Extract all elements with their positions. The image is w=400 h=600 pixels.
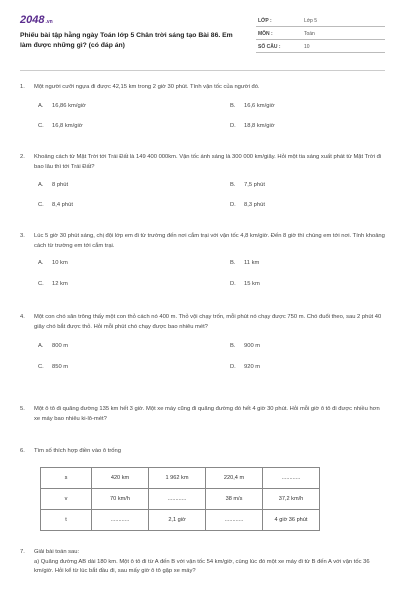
option-a[interactable]: A. 10 km xyxy=(38,260,68,266)
question-number: 5. xyxy=(20,406,25,412)
question-2 xyxy=(20,153,385,209)
table-cell: 37,2 km/h xyxy=(263,489,320,510)
meta-row-class xyxy=(256,14,385,27)
option-b[interactable]: B. 11 km xyxy=(230,260,260,266)
worksheet-title: Phiếu bài tập hằng ngày Toán lớp 5 Chân trời sáng tạo Bài 86. Em làm được những gì? (có đáp án) xyxy=(20,32,233,49)
meta-value: Lớp 5 xyxy=(304,18,318,24)
table-row-v xyxy=(41,489,320,510)
table-cell: t xyxy=(41,510,92,531)
table-cell[interactable]: ............ xyxy=(149,489,206,510)
option-d[interactable]: D. 8,3 phút xyxy=(230,202,265,208)
site-logo[interactable]: 2048.vn xyxy=(20,14,53,26)
answer-options xyxy=(34,254,385,288)
table-row-t xyxy=(41,510,320,531)
question-number: 2. xyxy=(20,154,25,160)
meta-key: MÔN : xyxy=(258,31,273,37)
table-cell: 2,1 giờ xyxy=(149,510,206,531)
question-number: 6. xyxy=(20,448,25,454)
table-cell: v xyxy=(41,489,92,510)
question-text: Khoảng cách từ Mặt Trời tới Trái Đất là 149 400 000km. Vận tốc ánh sáng là 300 000 km/giây. Hỏi một tia sáng xuất phát từ Mặt Trời đi bao lâu thì tới Trái Đất? xyxy=(34,154,382,170)
table-cell[interactable]: ............ xyxy=(92,510,149,531)
question-text: Một người cưỡi ngựa đi được 42,15 km trong 2 giờ 30 phút. Tính vận tốc của người đó. xyxy=(34,84,260,90)
header-divider xyxy=(20,70,385,71)
meta-value: Toán xyxy=(304,31,315,37)
option-b[interactable]: B. 900 m xyxy=(230,343,261,349)
table-cell: 38 m/s xyxy=(206,489,263,510)
question-number: 3. xyxy=(20,233,25,239)
question-4 xyxy=(20,313,385,369)
option-b[interactable]: B. 16,6 km/giờ xyxy=(230,102,275,109)
speed-distance-time-table xyxy=(40,467,320,531)
question-number: 7. xyxy=(20,549,25,555)
table-cell[interactable]: ............ xyxy=(206,510,263,531)
option-c[interactable]: C. 850 m xyxy=(38,364,69,370)
option-a[interactable]: A. 8 phút xyxy=(38,182,69,188)
question-3 xyxy=(20,232,385,288)
table-cell: 220,4 m xyxy=(206,468,263,489)
table-cell: 420 km xyxy=(92,468,149,489)
option-b[interactable]: B. 7,5 phút xyxy=(230,182,265,188)
option-d[interactable]: D. 18,8 km/giờ xyxy=(230,122,275,129)
answer-options xyxy=(34,335,385,369)
option-d[interactable]: D. 15 km xyxy=(230,281,260,287)
option-c[interactable]: C. 8,4 phút xyxy=(38,202,73,208)
question-subtext: a) Quãng đường AB dài 180 km. Một ô tô đi từ A đến B với vận tốc 54 km/giờ, cùng lúc đó một xe máy đi từ B đến A với vận tốc 36 km/giờ. Hỏi kể từ lúc bắt đầu đi, sau mấy giờ ô tô gặp xe máy? xyxy=(34,558,370,574)
question-number: 4. xyxy=(20,314,25,320)
option-a[interactable]: A. 16,86 km/giờ xyxy=(38,102,86,109)
option-c[interactable]: C. 12 km xyxy=(38,281,68,287)
meta-row-subject xyxy=(256,27,385,40)
question-text: Tìm số thích hợp điền vào ô trống xyxy=(34,448,121,454)
table-cell: 4 giờ 36 phút xyxy=(263,510,320,531)
question-5 xyxy=(20,405,385,424)
question-text: Một con chó săn trông thấy một con thỏ cách nó 400 m. Thỏ vội chạy trốn, mỗi phút nó chạy được 750 m. Chó đuổi theo, sau 2 phút 40 giây chó bắt được thỏ. Hỏi mỗi phút chó chạy được bao nhiêu mét? xyxy=(34,314,382,330)
table-cell: 70 km/h xyxy=(92,489,149,510)
question-text: Lúc 5 giờ 30 phút sáng, chị đội lớp em đi từ trường đến nơi cắm trại với vận tốc 4,8 km/giờ. Đến 8 giờ thì chúng em tới nơi. Tính khoảng cách từ trường em tới cắm trại. xyxy=(34,233,385,249)
question-6 xyxy=(20,447,385,457)
table-row-s xyxy=(41,468,320,489)
question-number: 1. xyxy=(20,84,25,90)
meta-value: 10 xyxy=(304,44,310,50)
option-a[interactable]: A. 800 m xyxy=(38,343,69,349)
worksheet-header xyxy=(20,14,385,66)
question-7 xyxy=(20,548,385,577)
option-d[interactable]: D. 920 m xyxy=(230,364,261,370)
answer-options xyxy=(34,96,385,130)
answer-options xyxy=(34,175,385,209)
meta-row-count xyxy=(256,40,385,53)
table-cell: 1 962 km xyxy=(149,468,206,489)
meta-key: LỚP : xyxy=(258,18,272,24)
question-1 xyxy=(20,83,385,130)
option-c[interactable]: C. 16,8 km/giờ xyxy=(38,122,83,129)
table-cell: s xyxy=(41,468,92,489)
question-text: Một ô tô đi quãng đường 135 km hết 3 giờ. Một xe máy cũng đi quãng đường đó hết 4 giờ 30 phút. Hỏi mỗi giờ ô tô đi được nhiều hơn xe máy bao nhiêu ki-lô-mét? xyxy=(34,406,380,422)
meta-key: SỐ CÂU : xyxy=(258,44,281,50)
table-cell[interactable]: ............ xyxy=(263,468,320,489)
question-text: Giải bài toán sau: xyxy=(34,549,80,555)
meta-info-box xyxy=(256,14,385,53)
